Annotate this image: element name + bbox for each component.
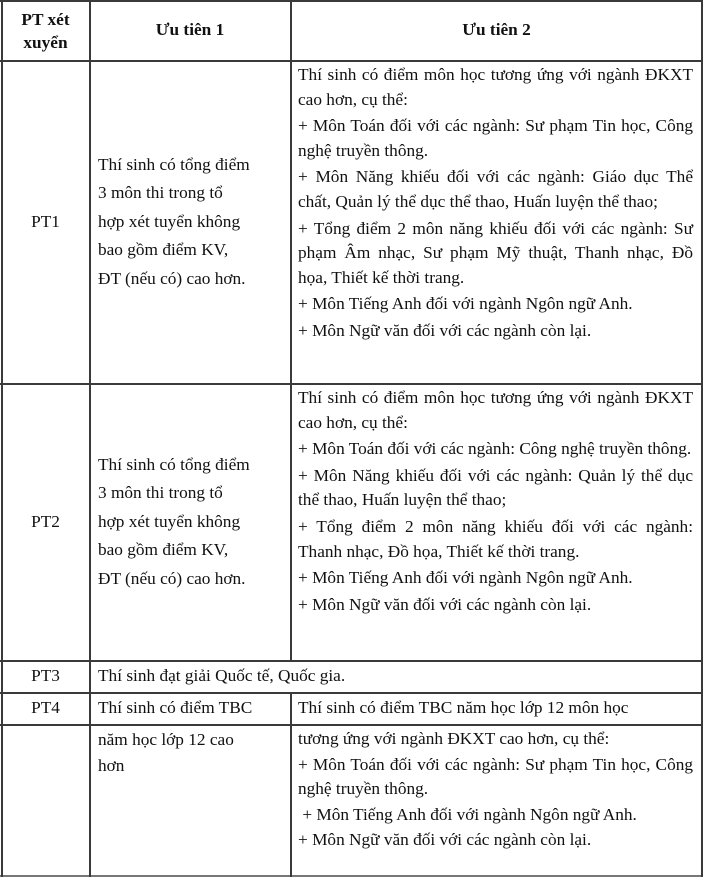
- paragraph: + Môn Toán đối với các ngành: Sư phạm Tin học, Công nghệ truyền thông.: [298, 754, 693, 799]
- text-line: hơn: [98, 756, 125, 775]
- header-method-line: PT xét: [21, 9, 70, 29]
- text-line: năm học lớp 12 cao: [98, 730, 234, 749]
- header-method-line: xuyển: [23, 32, 68, 52]
- paragraph: Thí sinh có điểm môn học tương ứng với ngành ĐKXT cao hơn, cụ thể:: [298, 388, 693, 432]
- header-priority-1: Ưu tiên 1: [155, 20, 225, 40]
- priority-1-cell: [98, 384, 288, 660]
- table-border-right: [701, 0, 703, 877]
- priority-2-cell: [298, 63, 693, 383]
- header-method: [1, 1, 90, 60]
- text-line: bao gồm điểm KV,: [98, 540, 229, 560]
- priority-2-cell-continued: [298, 727, 693, 875]
- method-cell: PT3: [31, 666, 60, 686]
- paragraph: + Môn Toán đối với các ngành: Công nghệ truyền thông.: [298, 439, 692, 459]
- paragraph: + Môn Tiếng Anh đối với ngành Ngôn ngữ Anh.: [298, 804, 637, 824]
- paragraph: + Tổng điểm 2 môn năng khiếu đối với các ngành: Thanh nhạc, Đồ họa, Thiết kế thời trang.: [298, 516, 693, 561]
- text-line: Thí sinh có tổng điểm: [98, 154, 250, 174]
- text-line: 3 môn thi trong tổ: [98, 483, 223, 503]
- paragraph: Thí sinh có điểm môn học tương ứng với ngành ĐKXT cao hơn, cụ thể:: [298, 65, 693, 109]
- priority-1-cell: Thí sinh có điểm TBC: [98, 698, 253, 718]
- column-divider: [290, 0, 292, 660]
- paragraph: + Môn Ngữ văn đối với các ngành còn lại.: [298, 830, 592, 850]
- header-priority-2: Ưu tiên 2: [462, 20, 531, 40]
- method-cell: PT4: [31, 698, 60, 718]
- text-line: bao gồm điểm KV,: [98, 240, 229, 260]
- priority-2-first-line: Thí sinh có điểm TBC năm học lớp 12 môn học: [298, 698, 629, 718]
- paragraph: + Môn Năng khiếu đối với các ngành: Quản lý thể dục thể thao, Huấn luyện thể thao;: [298, 465, 693, 510]
- method-cell: PT2: [31, 511, 60, 531]
- paragraph: + Môn Tiếng Anh đối với ngành Ngôn ngữ Anh.: [298, 568, 633, 588]
- paragraph: + Môn Ngữ văn đối với các ngành còn lại.: [298, 320, 592, 340]
- column-divider: [290, 692, 292, 877]
- text-line: hợp xét tuyển không: [98, 211, 241, 231]
- text-line: ĐT (nếu có) cao hơn.: [98, 568, 246, 588]
- row-split-divider: [0, 724, 703, 726]
- paragraph: + Môn Tiếng Anh đối với ngành Ngôn ngữ Anh.: [298, 294, 633, 314]
- method-cell: PT1: [31, 211, 60, 231]
- paragraph: tương ứng với ngành ĐKXT cao hơn, cụ thể:: [298, 729, 610, 748]
- priority-1-cell: [98, 61, 288, 383]
- text-line: 3 môn thi trong tổ: [98, 183, 223, 203]
- priority-1-cell-continued: [98, 727, 288, 875]
- paragraph: + Môn Ngữ văn đối với các ngành còn lại.: [298, 594, 592, 614]
- paragraph: + Môn Năng khiếu đối với các ngành: Giáo dục Thể chất, Quản lý thể dục thể thao, Huấn luyện thể thao;: [298, 167, 693, 211]
- text-line: ĐT (nếu có) cao hơn.: [98, 268, 246, 288]
- text-line: hợp xét tuyển không: [98, 511, 241, 531]
- paragraph: + Tổng điểm 2 môn năng khiếu đối với các ngành: Sư phạm Âm nhạc, Sư phạm Mỹ thuật, Thanh nhạc, Đồ họa, Thiết kế thời trang.: [298, 218, 693, 287]
- paragraph: + Môn Toán đối với các ngành: Sư phạm Tin học, Công nghệ truyền thông.: [298, 116, 693, 160]
- merged-priority-cell: Thí sinh đạt giải Quốc tế, Quốc gia.: [98, 666, 346, 686]
- priority-2-cell: [298, 386, 693, 660]
- text-line: Thí sinh có tổng điểm: [98, 454, 250, 474]
